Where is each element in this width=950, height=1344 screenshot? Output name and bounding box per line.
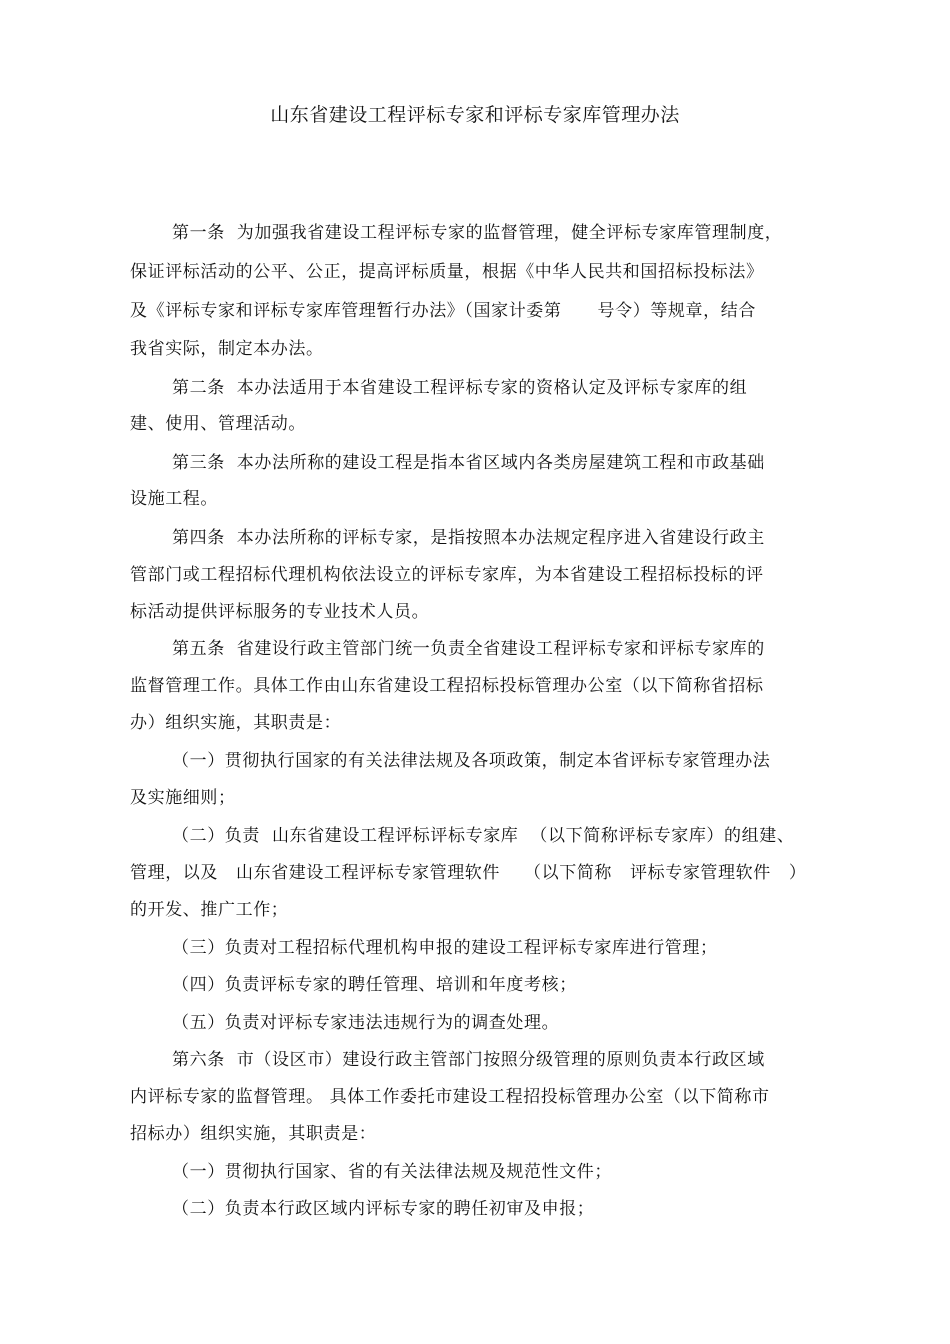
- paragraph-line: 内评标专家的监督管理。 具体工作委托市建设工程招投标管理办公室（以下简称市: [130, 1087, 770, 1107]
- paragraph-line: 监督管理工作。具体工作由山东省建设工程招标投标管理办公室（以下简称省招标: [130, 676, 764, 696]
- paragraph-line: 及实施细则；: [130, 788, 236, 808]
- paragraph-line: 我省实际，制定本办法。: [130, 339, 324, 359]
- paragraph-line: （二）负责本行政区域内评标专家的聘任初审及申报；: [172, 1199, 595, 1219]
- paragraph-line: 标活动提供评标服务的专业技术人员。: [130, 602, 430, 622]
- paragraph-line: 第三条 本办法所称的建设工程是指本省区域内各类房屋建筑工程和市政基础: [172, 453, 765, 473]
- paragraph-line: 建、使用、管理活动。: [130, 414, 306, 434]
- paragraph-line: 第六条 市（设区市）建设行政主管部门按照分级管理的原则负责本行政区域: [172, 1050, 765, 1070]
- paragraph-line: 管理，以及 山东省建设工程评标专家管理软件 （以下简称 评标专家管理软件 ）: [130, 863, 807, 883]
- paragraph-line: （四）负责评标专家的聘任管理、培训和年度考核；: [172, 975, 577, 995]
- paragraph-line: 第一条 为加强我省建设工程评标专家的监督管理，健全评标专家库管理制度，: [172, 223, 783, 243]
- paragraph-line: 的开发、推广工作；: [130, 900, 289, 920]
- paragraph-line: （一）贯彻执行国家的有关法律法规及各项政策，制定本省评标专家管理办法: [172, 751, 771, 771]
- paragraph-line: （二）负责 山东省建设工程评标评标专家库 （以下简称评标专家库）的组建、: [172, 826, 795, 846]
- paragraph-line: 第二条 本办法适用于本省建设工程评标专家的资格认定及评标专家库的组: [172, 378, 748, 398]
- paragraph-line: （五）负责对评标专家违法违规行为的调查处理。: [172, 1013, 560, 1033]
- paragraph-line: 管部门或工程招标代理机构依法设立的评标专家库，为本省建设工程招标投标的评: [130, 565, 764, 585]
- paragraph-line: 办）组织实施，其职责是：: [130, 713, 342, 733]
- paragraph-line: 设施工程。: [130, 489, 218, 509]
- paragraph-line: （三）负责对工程招标代理机构申报的建设工程评标专家库进行管理；: [172, 938, 718, 958]
- paragraph-line: 第四条 本办法所称的评标专家，是指按照本办法规定程序进入省建设行政主: [172, 528, 765, 548]
- paragraph-line: 保证评标活动的公平、公正，提高评标质量，根据《中华人民共和国招标投标法》: [130, 262, 764, 282]
- paragraph-line: 第五条 省建设行政主管部门统一负责全省建设工程评标专家和评标专家库的: [172, 639, 765, 659]
- paragraph-line: （一）贯彻执行国家、省的有关法律法规及规范性文件；: [172, 1162, 612, 1182]
- document-title: 山东省建设工程评标专家和评标专家库管理办法: [270, 104, 680, 126]
- paragraph-line: 招标办）组织实施，其职责是：: [130, 1124, 377, 1144]
- paragraph-line: 及《评标专家和评标专家库管理暂行办法》（国家计委第 号令）等规章，结合: [130, 301, 756, 321]
